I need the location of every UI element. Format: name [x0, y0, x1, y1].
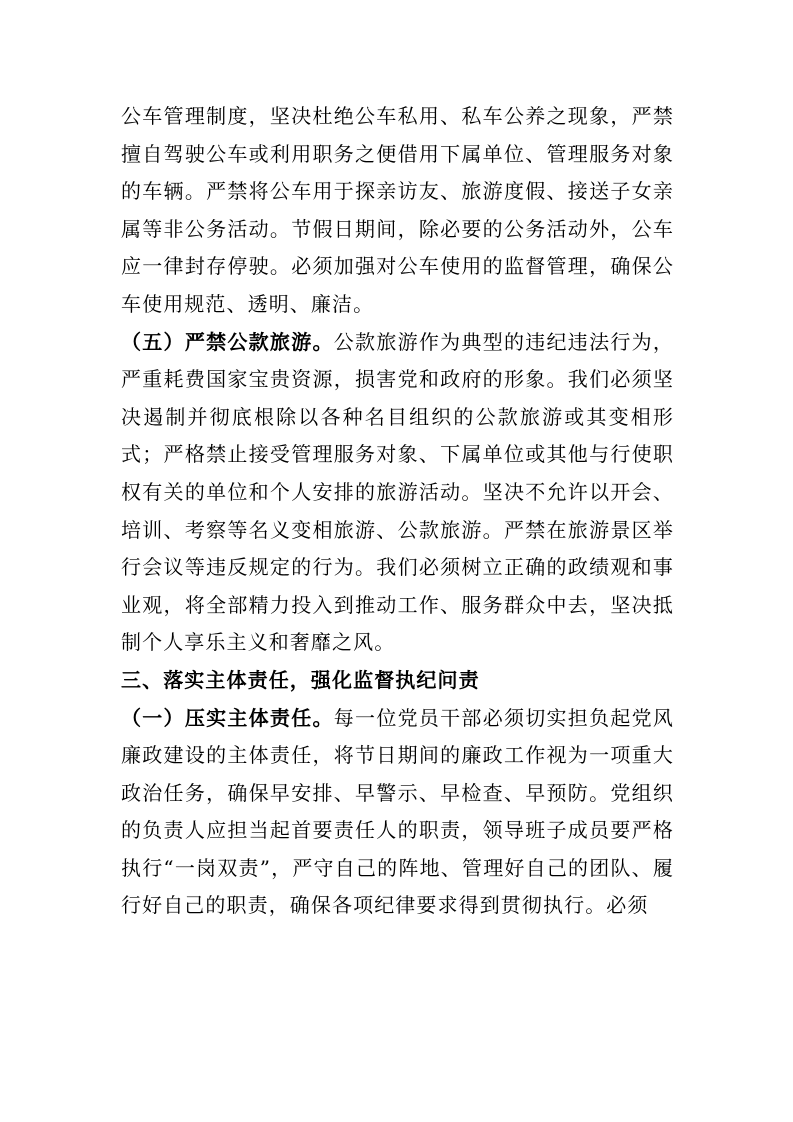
section-heading: 三、落实主体责任，强化监督执纪问责 — [121, 667, 480, 692]
paragraph-main-responsibility — [121, 700, 674, 926]
document-body — [121, 98, 674, 925]
paragraph-vehicle-management — [121, 98, 674, 324]
paragraph-lead-heading: （一）压实主体责任。 — [121, 705, 334, 730]
paragraph-text: 公款旅游作为典型的违纪违法行为，严重耗费国家宝贵资源，损害党和政府的形象。我们必须坚决遏制并彻底根除以各种名目组织的公款旅游或其变相形式；严格禁止接受管理服务对象、下属单位或其他与行使职权有关的单位和个人安排的旅游活动。坚决不允许以开会、培训、考察等名义变相旅游、公款旅游。严禁在旅游景区举行会议等违反规定的行为。我们必须树立正确的政绩观和事业观，将全部精力投入到推动工作、服务群众中去，坚决抵制个人享乐主义和奢靡之风。 — [121, 329, 674, 655]
paragraph-public-funds-travel — [121, 324, 674, 662]
paragraph-lead-heading: （五）严禁公款旅游。 — [121, 329, 334, 354]
paragraph-text: 每一位党员干部必须切实担负起党风廉政建设的主体责任，将节日期间的廉政工作视为一项重大政治任务，确保早安排、早警示、早检查、早预防。党组织的负责人应担当起首要责任人的职责，领导班子成员要严格执行“一岗双责”，严守自己的阵地、管理好自己的团队、履行好自己的职责，确保各项纪律要求得到贯彻执行。必须 — [121, 705, 674, 918]
paragraph-text: 公车管理制度，坚决杜绝公车私用、私车公养之现象，严禁擅自驾驶公车或利用职务之便借用下属单位、管理服务对象的车辆。严禁将公车用于探亲访友、旅游度假、接送子女亲属等非公务活动。节假日期间，除必要的公务活动外，公车应一律封存停驶。必须加强对公车使用的监督管理，确保公车使用规范、透明、廉洁。 — [121, 104, 674, 316]
